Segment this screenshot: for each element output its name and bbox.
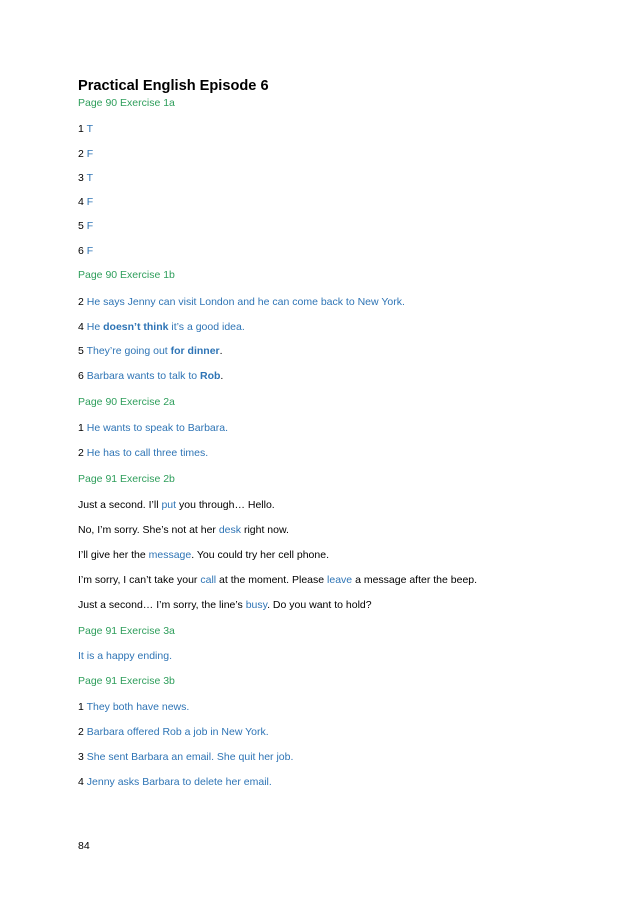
answer-line xyxy=(78,726,269,738)
answer-emphasis: Rob xyxy=(200,370,221,382)
answer-word: call xyxy=(200,574,217,586)
answer-line xyxy=(78,447,208,459)
section-heading-1b: Page 90 Exercise 1b xyxy=(78,269,175,281)
item-number: 1 xyxy=(78,422,84,434)
answer-line xyxy=(78,172,93,184)
item-number: 2 xyxy=(78,726,84,738)
answer-line xyxy=(78,220,93,232)
sentence-text: No, I’m sorry. She’s not at her xyxy=(78,524,216,536)
answer: They both have news. xyxy=(86,701,190,713)
item-number: 3 xyxy=(78,751,84,763)
item-number: 2 xyxy=(78,447,84,459)
item-number: 5 xyxy=(78,220,84,232)
answer: Barbara wants to talk to xyxy=(86,370,198,382)
answer: T xyxy=(86,123,93,135)
item-number: 4 xyxy=(78,196,84,208)
sentence-text: right now. xyxy=(243,524,289,536)
answer-word: message xyxy=(148,549,192,561)
answer: He xyxy=(86,321,101,333)
item-number: 2 xyxy=(78,148,84,160)
answer-line xyxy=(78,321,245,333)
punctuation: . xyxy=(220,370,224,382)
answer-word: put xyxy=(161,499,177,511)
sentence-text: I’m sorry, I can’t take your xyxy=(78,574,198,586)
answer-line xyxy=(78,776,272,788)
sentence-text: . Do you want to hold? xyxy=(267,599,372,611)
item-number: 2 xyxy=(78,296,84,308)
sentence-text: at the moment. Please xyxy=(219,574,325,586)
sentence-line xyxy=(78,549,329,561)
section-heading-1a: Page 90 Exercise 1a xyxy=(78,97,175,109)
sentence-line xyxy=(78,499,275,511)
answer: He has to call three times. xyxy=(86,447,209,459)
answer: They’re going out xyxy=(86,345,168,357)
item-number: 3 xyxy=(78,172,84,184)
punctuation: . xyxy=(219,345,223,357)
section-heading-3a: Page 91 Exercise 3a xyxy=(78,625,175,637)
answer: F xyxy=(86,196,94,208)
section-heading-2b: Page 91 Exercise 2b xyxy=(78,473,175,485)
answer-line xyxy=(78,345,223,357)
answer-word: desk xyxy=(218,524,242,536)
answer: F xyxy=(86,245,94,257)
answer: F xyxy=(86,220,94,232)
answer: T xyxy=(86,172,93,184)
answer-word: busy xyxy=(245,599,268,611)
section-heading-2a: Page 90 Exercise 2a xyxy=(78,396,175,408)
answer-word: leave xyxy=(327,574,353,586)
answer-line xyxy=(78,422,228,434)
sentence-text: a message after the beep. xyxy=(355,574,478,586)
sentence-line xyxy=(78,599,372,611)
answer: Barbara offered Rob a job in New York. xyxy=(86,726,269,738)
answer-line: It is a happy ending. xyxy=(78,650,172,662)
document-title: Practical English Episode 6 xyxy=(78,78,269,94)
item-number: 6 xyxy=(78,245,84,257)
answer-emphasis: for dinner xyxy=(170,345,220,357)
sentence-text: I’ll give her the xyxy=(78,549,146,561)
item-number: 4 xyxy=(78,321,84,333)
item-number: 1 xyxy=(78,123,84,135)
item-number: 5 xyxy=(78,345,84,357)
item-number: 6 xyxy=(78,370,84,382)
answer-line xyxy=(78,196,93,208)
item-number: 1 xyxy=(78,701,84,713)
sentence-line xyxy=(78,574,477,586)
section-heading-3b: Page 91 Exercise 3b xyxy=(78,675,175,687)
answer: Jenny asks Barbara to delete her email. xyxy=(86,776,272,788)
answer: F xyxy=(86,148,94,160)
answer-line xyxy=(78,701,189,713)
answer: He wants to speak to Barbara. xyxy=(86,422,229,434)
answer-line xyxy=(78,370,223,382)
item-number: 4 xyxy=(78,776,84,788)
answer-line xyxy=(78,245,93,257)
answer-line xyxy=(78,148,93,160)
sentence-text: Just a second… I’m sorry, the line’s xyxy=(78,599,243,611)
sentence-text: Just a second. I’ll xyxy=(78,499,159,511)
answer-emphasis: doesn’t think xyxy=(103,321,169,333)
answer-line xyxy=(78,751,293,763)
answer-line xyxy=(78,123,93,135)
sentence-text: you through… Hello. xyxy=(179,499,275,511)
answer: She sent Barbara an email. She quit her job. xyxy=(86,751,294,763)
sentence-line xyxy=(78,524,289,536)
answer: He says Jenny can visit London and he can come back to New York. xyxy=(86,296,405,308)
page-number: 84 xyxy=(78,840,90,852)
sentence-text: . You could try her cell phone. xyxy=(191,549,329,561)
answer-line xyxy=(78,296,405,308)
answer: it’s a good idea. xyxy=(171,321,245,333)
